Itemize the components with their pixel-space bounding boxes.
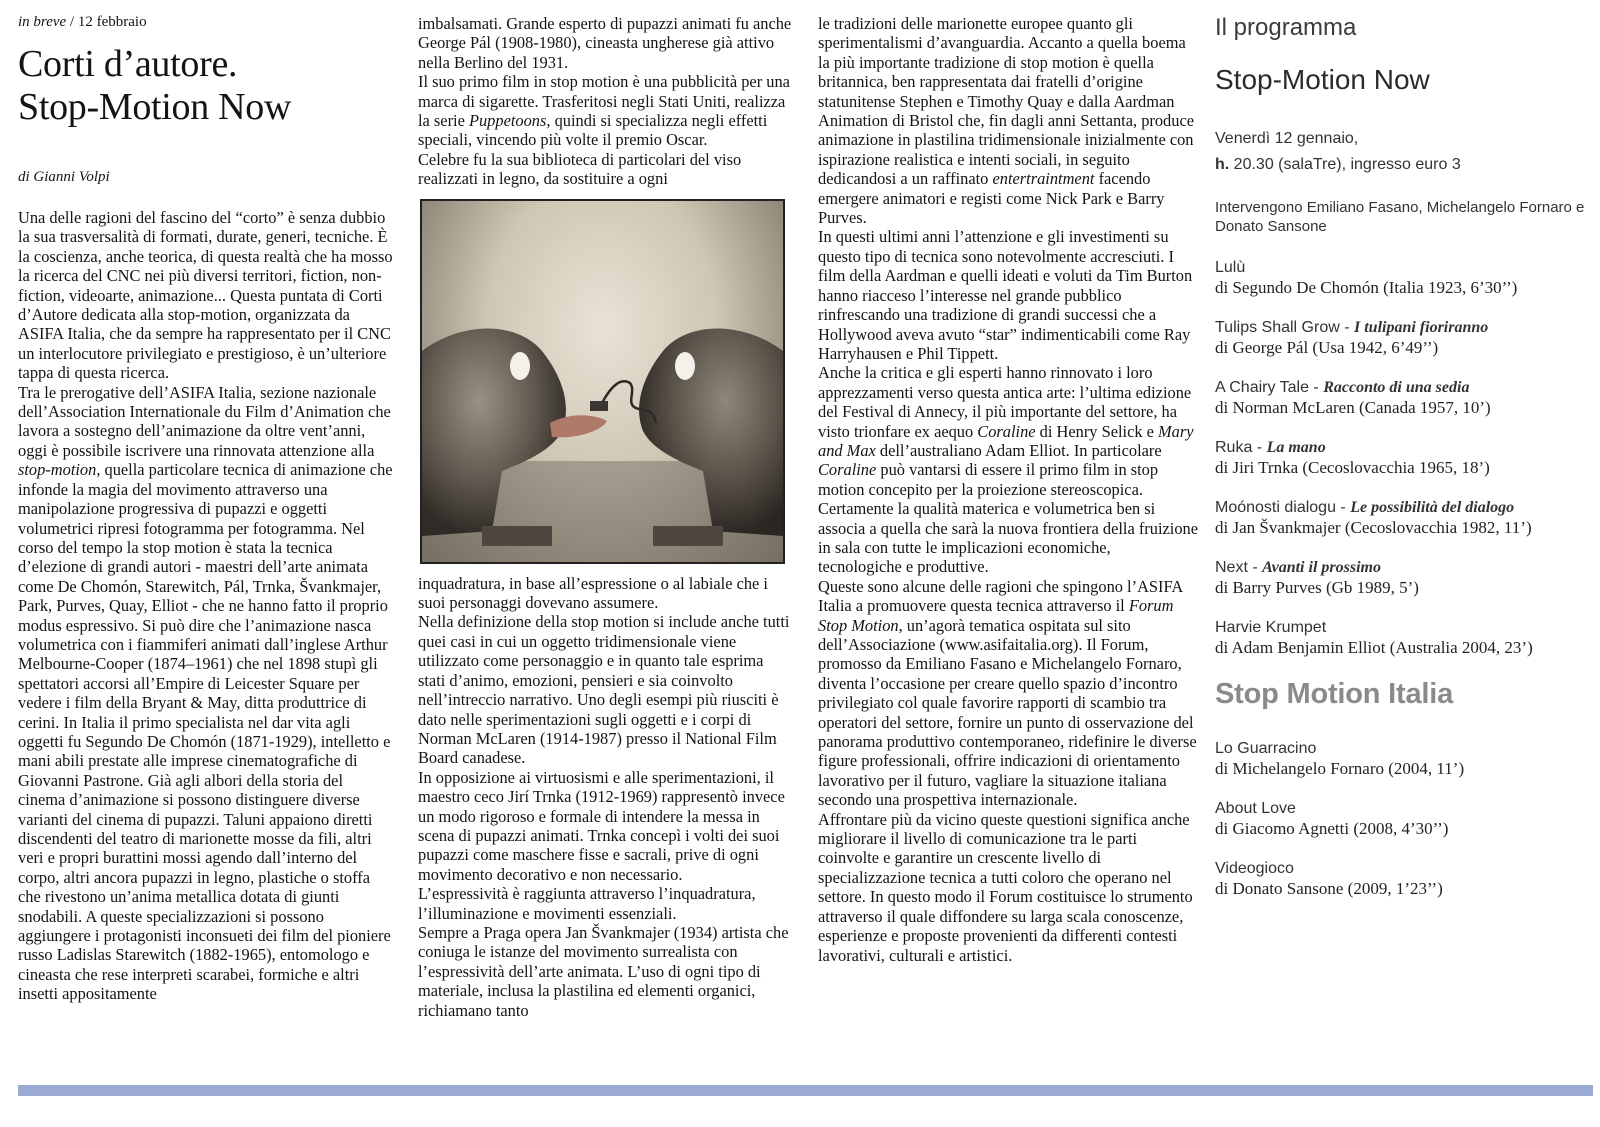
programme-title: Stop-Motion Now bbox=[1215, 64, 1430, 95]
film-credit: di Barry Purves (Gb 1989, 5’) bbox=[1215, 578, 1419, 597]
paragraph: Una delle ragioni del fascino del “corto” è senza dubbio la sua trasversalità di formati, durate, generi, tecniche. È la coscienza, anche teorica, di questa realtà che ha mosso la ricerca del CNC nei più diversi territori, fiction, non-fiction, videoarte, animazione... Questa puntata di Corti d’Autore dedicata alla stop-motion, organizzata da ASIFA Italia, che da sempre ha rappresentato per il CNC un interlocutore privilegiato e prestigioso, è un’ulteriore tappa di questa ricerca. bbox=[18, 208, 393, 383]
paragraph: Celebre fu la sua biblioteca di particolari del viso realizzati in legno, da sostituire a ogni bbox=[418, 149, 742, 189]
article-body-part-1 bbox=[18, 208, 393, 1004]
paragraph: Nella definizione della stop motion si include anche tutti quei casi in cui un oggetto tridimensionale viene utilizzato come personaggio e in quanto tale esprima stati d’animo, emozioni, pensieri e sia coinvolto nell’intreccio narrativo. Uno degli esempi più riusciti è dato nelle sperimentazioni sugli oggetti e i corpi di Norman McLaren (1914-1987) presso il National Film Board canadese. bbox=[418, 612, 790, 768]
film-credit: di Norman McLaren (Canada 1957, 10’) bbox=[1215, 398, 1491, 417]
date-line-1: Venerdì 12 gennaio, bbox=[1215, 130, 1359, 147]
film-title: Harvie Krumpet bbox=[1215, 619, 1327, 636]
film-credit: di Michelangelo Fornaro (2004, 11’) bbox=[1215, 759, 1465, 778]
film-title: Lo Guarracino bbox=[1215, 740, 1317, 757]
paragraph: Anche la critica e gli esperti hanno rinnovato i loro apprezzamenti verso questa antica arte: l’ultima edizione del Festival di Annecy, il più importante del settore, ha visto trionfare ex aequo Coraline di Henry Selick e Mary and Max dell’australiano Adam Elliot. In particolare Coraline può vantarsi di essere il primo film in stop motion concepito per la proiezione stereoscopica. Certamente la qualità materica e volumetrica ben si associa a quella che sarà la nuova frontiera della fruizione in sala con tutte le implicazioni economiche, tecnologiche e produttive. bbox=[818, 363, 1198, 577]
film-credit: di George Pál (Usa 1942, 6’49’’) bbox=[1215, 338, 1439, 357]
article-column-1 bbox=[18, 14, 393, 1004]
article-body-part-4 bbox=[818, 14, 1198, 965]
film-entry bbox=[1215, 739, 1595, 779]
kicker-section: in breve bbox=[18, 14, 67, 30]
programme-speakers: Intervengono Emiliano Fasano, Michelangelo Fornaro e Donato Sansone bbox=[1215, 199, 1585, 235]
film-title-italian: Racconto di una sedia bbox=[1323, 379, 1470, 396]
article-column-2 bbox=[418, 14, 793, 1020]
article-body-part-3 bbox=[418, 574, 793, 1020]
programme-column bbox=[1215, 14, 1595, 919]
byline: di Gianni Volpi bbox=[18, 169, 110, 185]
paragraph: inquadratura, in base all’espressione o al labiale che i suoi personaggi dovevano assumere. bbox=[418, 573, 768, 613]
film-entry bbox=[1215, 799, 1595, 839]
film-title-italian: La mano bbox=[1266, 439, 1326, 456]
puppet-heads-photo bbox=[420, 199, 785, 564]
paragraph: Affrontare più da vicino queste questioni significa anche migliorare il livello di comunicazione tra le parti coinvolte e garantire un crescente livello di specializzazione tecnica a tutti coloro che operano nel settore. In questo modo il Forum costituisce lo strumento attraverso il quale diffondere su larga scala conoscenze, esperienze e proposte provenienti da differenti contesti lavorativi, culturali e artistici. bbox=[818, 809, 1193, 965]
film-entry bbox=[1215, 859, 1595, 899]
film-list-italia bbox=[1215, 739, 1595, 899]
film-title: Lulù bbox=[1215, 259, 1246, 276]
date-line-2: 20.30 (salaTre), ingresso euro 3 bbox=[1233, 156, 1461, 173]
film-title-italian: I tulipani fioriranno bbox=[1354, 319, 1489, 336]
film-credit: di Segundo De Chomón (Italia 1923, 6’30’’) bbox=[1215, 278, 1518, 297]
article-title bbox=[18, 43, 393, 129]
title-line-2: Stop-Motion Now bbox=[18, 86, 292, 128]
date-hour-label: h. bbox=[1215, 156, 1230, 173]
section-heading-italia: Stop Motion Italia bbox=[1215, 678, 1454, 710]
film-list bbox=[1215, 258, 1595, 658]
film-title: About Love bbox=[1215, 800, 1296, 817]
paragraph: imbalsamati. Grande esperto di pupazzi animati fu anche George Pál (1908-1980), cineasta ungherese già attivo nella Berlino del 1931. bbox=[418, 14, 792, 72]
film-entry bbox=[1215, 618, 1595, 658]
paragraph: L’espressività è raggiunta attraverso l’inquadratura, l’illuminazione e movimenti essenziali. bbox=[418, 884, 756, 923]
film-title: Next - Avanti il prossimo bbox=[1215, 559, 1381, 576]
film-title-italian: Le possibilità del dialogo bbox=[1350, 499, 1515, 516]
film-entry bbox=[1215, 258, 1595, 298]
bottom-rule bbox=[18, 1085, 1593, 1096]
puppet-heads-illustration bbox=[422, 201, 783, 562]
paragraph: le tradizioni delle marionette europee quanto gli sperimentalismi d’avanguardia. Accanto a quella boema la più importante tradizione di stop motion è quella britannica, ben rappresentata dai fratelli d’origine statunitense Stephen e Timothy Quay e dalla Aardman Animation di Bristol che, fin dagli anni Settanta, produce animazione in plastilina tridimensionale inizialmente con ispirazione realistica e intenti sociali, in seguito dedicandosi a un raffinato entertraintment facendo emergere animatori e registi come Nick Park e Barry Purves. bbox=[818, 14, 1194, 228]
film-title: Moónosti dialogu - Le possibilità del dialogo bbox=[1215, 499, 1515, 516]
film-title: Videogioco bbox=[1215, 860, 1294, 877]
paragraph: Tra le prerogative dell’ASIFA Italia, sezione nazionale dell’Association Internationale du Film d’Animation che lavora a sostegno dell’animazione da oltre vent’anni, oggi è possibile iscrivere una rinnovata attenzione alla stop-motion, quella particolare tecnica di animazione che infonde la magia del movimento attraverso una manipolazione progressiva di pupazzi e oggetti volumetrici ripresi fotogramma per fotogramma. Nel corso del tempo la stop motion è stata la tecnica d’elezione di grandi autori - maestri dell’arte animata come De Chomón, Starewitch, Pál, Trnka, Švankmajer, Park, Purves, Quay, Elliot - che ne hanno fatto il proprio modus espressivo. Si può dire che l’animazione nasca volumetrica con i fiammiferi animati dall’inglese Arthur Melbourne-Cooper (1874–1961) che nel 1898 stupì gli spettatori accorsi all’Empire di Leicester Square per vedere i film della Bryant & May, ditta produttrice di cerini. In Italia il primo specialista nel dar vita agli oggetti fu Segundo De Chomón (1871-1929), intelletto e mani abili prestate alle imprese cinematografiche di Giovanni Pastrone. Già agli albori della storia del cinema d’animazione si possono distinguere diverse varianti del cinema di pupazzi. Taluni appaiono diretti discendenti del teatro di marionette mosse da fili, altri veri e propri burattini mossi agendo dall’interno del corpo, altri ancora pupazzi in legno, plastiche o stoffa che rivestono un’anima metallica dotata di giunti snodabili. A queste specializzazioni si possono aggiungere i protagonisti inconsueti dei film del pioniere russo Ladislas Starewitch (1882-1965), entomologo e cineasta che rese interpreti scarabei, formiche e altri insetti appositamente bbox=[18, 382, 393, 1004]
film-entry bbox=[1215, 498, 1595, 538]
film-credit: di Adam Benjamin Elliot (Australia 2004, 23’) bbox=[1215, 638, 1533, 657]
paragraph: Il suo primo film in stop motion è una pubblicità per una marca di sigarette. Trasferitosi negli Stati Uniti, realizza la serie Puppetoons, quindi si specializza negli effetti speciali, vincendo più volte il premio Oscar. bbox=[418, 72, 790, 150]
film-entry bbox=[1215, 558, 1595, 598]
film-credit: di Donato Sansone (2009, 1’23’’) bbox=[1215, 879, 1443, 898]
paragraph: In questi ultimi anni l’attenzione e gli investimenti su questo tipo di tecnica sono notevolmente accresciuti. I film della Aardman e quelli ideati e voluti da Tim Burton hanno riacceso l’interesse nel grande pubblico rinfrescando una tradizione di grandi successi che a Hollywood aveva avuto “star” indimenticabili come Ray Harryhausen e Phil Tippett. bbox=[818, 227, 1193, 363]
kicker bbox=[18, 14, 393, 31]
film-credit: di Jiri Trnka (Cecoslovacchia 1965, 18’) bbox=[1215, 458, 1490, 477]
title-line-1: Corti d’autore. bbox=[18, 43, 238, 85]
film-title: Ruka - La mano bbox=[1215, 439, 1326, 456]
film-credit: di Jan Švankmajer (Cecoslovacchia 1982, 11’) bbox=[1215, 518, 1532, 537]
film-title-italian: Avanti il prossimo bbox=[1262, 559, 1381, 576]
film-credit: di Giacomo Agnetti (2008, 4’30’’) bbox=[1215, 819, 1449, 838]
article-body-part-2 bbox=[418, 14, 793, 189]
film-title: Tulips Shall Grow - I tulipani fioriranno bbox=[1215, 319, 1489, 336]
paragraph: Queste sono alcune delle ragioni che spingono l’ASIFA Italia a promuovere questa tecnica attraverso il Forum Stop Motion, un’agorà tematica ospitata sul sito dell’Associazione (www.asifaitalia.org). Il Forum, promosso da Emiliano Fasano e Michelangelo Fornaro, diventa l’occasione per creare quello spazio d’incontro privilegiato col quale favorire rapporti di scambio tra operatori del settore, fornire un punto di osservazione del panorama produttivo contemporaneo, ridefinire le diverse figure professionali, offrire indicazioni di orientamento lavorativo per il futuro, vagliare la situazione italiana secondo una prospettiva internazionale. bbox=[818, 576, 1197, 810]
programme-date bbox=[1215, 126, 1595, 178]
kicker-date: / 12 febbraio bbox=[69, 14, 147, 30]
film-entry bbox=[1215, 438, 1595, 478]
paragraph: In opposizione ai virtuosismi e alle sperimentazioni, il maestro ceco Jirí Trnka (1912-1969) rappresentò invece un modo rigoroso e formale di intendere la messa in scena di pupazzi animati. Trnka concepì i volti dei suoi pupazzi come maschere fisse e sacrali, prive di ogni movimento decorativo e non necessario. bbox=[418, 767, 785, 884]
programme-heading: Il programma bbox=[1215, 14, 1357, 41]
paragraph: Sempre a Praga opera Jan Švankmajer (1934) artista che coniuga le istanze del movimento surrealista con l’espressività dell’arte animata. L’uso di ogni tipo di materiale, inclusa la plastilina ed elementi organici, richiamano tanto bbox=[418, 922, 789, 1020]
article-column-3 bbox=[818, 14, 1198, 965]
film-title: A Chairy Tale - Racconto di una sedia bbox=[1215, 379, 1470, 396]
film-entry bbox=[1215, 378, 1595, 418]
film-entry bbox=[1215, 318, 1595, 358]
